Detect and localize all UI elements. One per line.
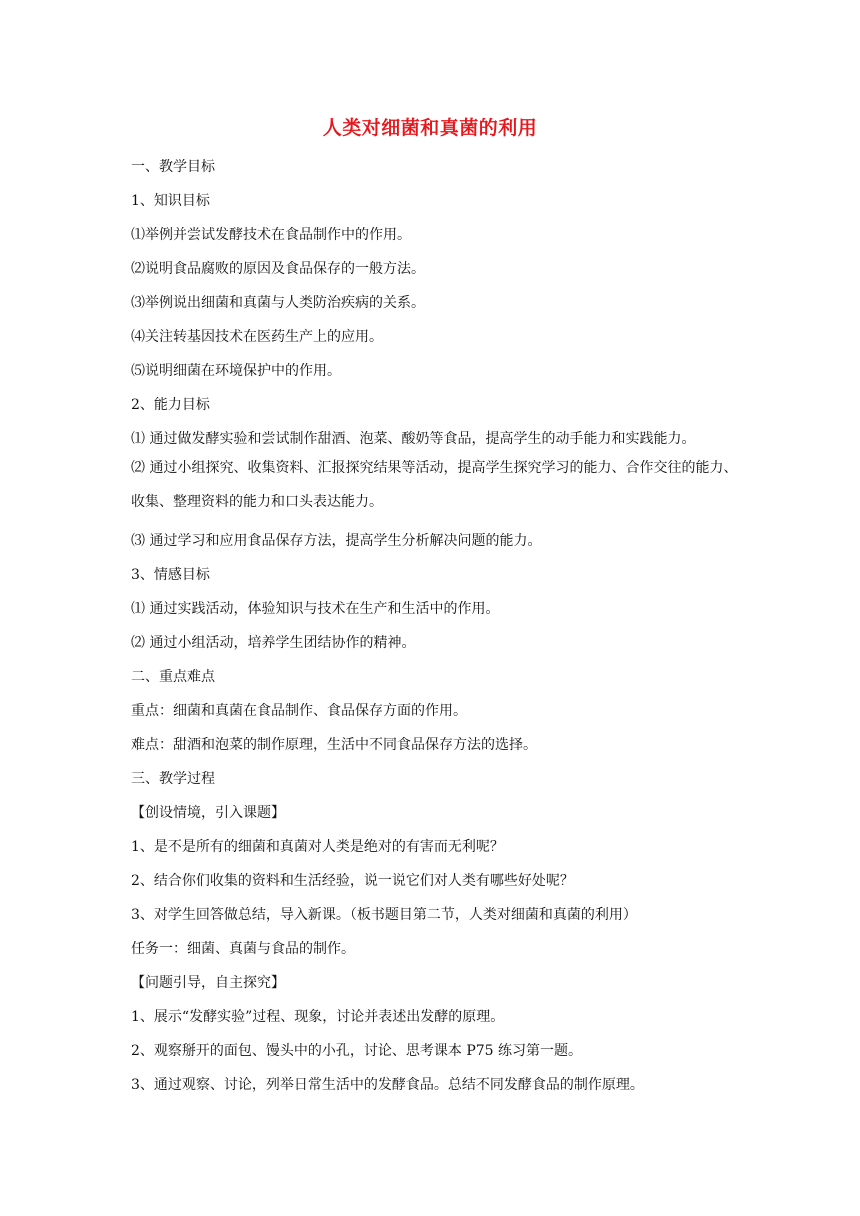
intro-item: 2、结合你们收集的资料和生活经验，说一说它们对人类有哪些好处呢？ [131, 873, 574, 889]
emotion-goal-item: ⑵ 通过小组活动，培养学生团结协作的精神。 [131, 635, 416, 651]
intro-item: 1、是不是所有的细菌和真菌对人类是绝对的有害而无利呢？ [131, 839, 504, 855]
difficulty-text: 难点：甜酒和泡菜的制作原理，生活中不同食品保存方法的选择。 [131, 737, 537, 753]
inquiry-heading: 【问题引导，自主探究】 [131, 975, 285, 991]
inquiry-item: 3、通过观察、讨论，列举日常生活中的发酵食品。总结不同发酵食品的制作原理。 [131, 1077, 644, 1093]
knowledge-goal-item: ⑸说明细菌在环境保护中的作用。 [131, 363, 341, 379]
emotion-goal-item: ⑴ 通过实践活动，体验知识与技术在生产和生活中的作用。 [131, 601, 500, 617]
subheading-knowledge-goals: 1、知识目标 [131, 193, 210, 209]
key-point-text: 重点：细菌和真菌在食品制作、食品保存方面的作用。 [131, 703, 467, 719]
ability-goal-item: ⑶ 通过学习和应用食品保存方法，提高学生分析解决问题的能力。 [131, 533, 542, 549]
inquiry-item: 2、观察掰开的面包、馒头中的小孔，讨论、思考课本 P75 练习第一题。 [131, 1043, 583, 1059]
subheading-ability-goals: 2、能力目标 [131, 397, 210, 413]
document-title: 人类对细菌和真菌的利用 [322, 117, 538, 139]
subheading-emotion-goals: 3、情感目标 [131, 567, 210, 583]
task-one-text: 任务一：细菌、真菌与食品的制作。 [131, 941, 355, 957]
section-heading-objectives: 一、教学目标 [131, 159, 215, 175]
section-heading-teaching-process: 三、教学过程 [131, 771, 215, 787]
knowledge-goal-item: ⑶举例说出细菌和真菌与人类防治疾病的关系。 [131, 295, 425, 311]
inquiry-item: 1、展示“发酵实验”过程、现象，讨论并表述出发酵的原理。 [131, 1009, 505, 1025]
intro-item: 3、对学生回答做总结，导入新课。（板书题目第二节，人类对细菌和真菌的利用） [131, 907, 637, 923]
ability-goal-item: ⑵ 通过小组探究、收集资料、汇报探究结果等活动，提高学生探究学习的能力、合作交往的能力、收集、整理资料的能力和口头表达能力。 [131, 460, 738, 510]
ability-goal-item: ⑴ 通过做发酵实验和尝试制作甜酒、泡菜、酸奶等食品，提高学生的动手能力和实践能力。 [131, 431, 696, 447]
knowledge-goal-item: ⑵说明食品腐败的原因及食品保存的一般方法。 [131, 261, 425, 277]
intro-heading: 【创设情境，引入课题】 [131, 805, 285, 821]
knowledge-goal-item: ⑷关注转基因技术在医药生产上的应用。 [131, 329, 383, 345]
knowledge-goal-item: ⑴举例并尝试发酵技术在食品制作中的作用。 [131, 227, 411, 243]
section-heading-key-points: 二、重点难点 [131, 669, 215, 685]
